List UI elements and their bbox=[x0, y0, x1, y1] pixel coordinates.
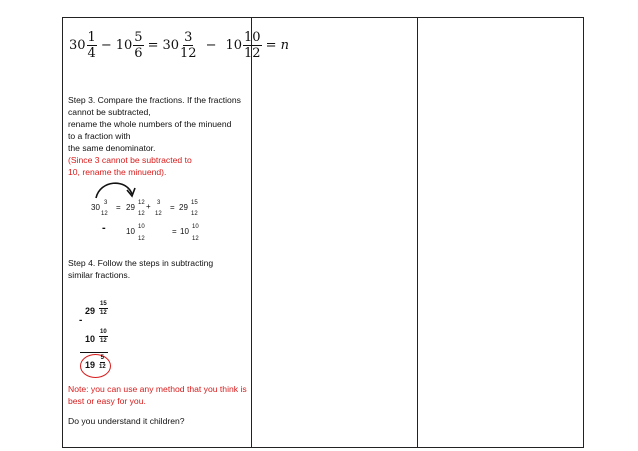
method-note bbox=[68, 383, 247, 407]
step3-line: the same denominator. bbox=[68, 143, 156, 153]
note-line: best or easy for you. bbox=[68, 396, 146, 406]
step3-line: to a fraction with bbox=[68, 131, 131, 141]
rename-whole-30: 30 bbox=[91, 203, 100, 212]
step4-line: similar fractions. bbox=[68, 270, 131, 280]
vertical-fraction-10-12 bbox=[99, 329, 108, 344]
eq-denominator: 12 bbox=[180, 45, 197, 61]
rename-den-12: 12 bbox=[101, 211, 108, 217]
vertical-numerator: 10 bbox=[100, 329, 107, 335]
eq-fraction-5-6 bbox=[133, 31, 143, 60]
rename-num-3: 3 bbox=[104, 200, 108, 206]
step3-note-line: 10, rename the minuend). bbox=[68, 167, 167, 177]
eq-denominator: 4 bbox=[87, 45, 96, 61]
step3-paragraph bbox=[68, 94, 241, 178]
eq-equals: = bbox=[147, 37, 159, 53]
eq-numerator: 5 bbox=[134, 29, 143, 45]
rename-equals-3: = bbox=[172, 227, 177, 236]
rename-num-15: 15 bbox=[191, 200, 198, 206]
step4-paragraph bbox=[68, 257, 213, 281]
step3-line: cannot be subtracted, bbox=[68, 107, 151, 117]
rename-plus: + bbox=[146, 202, 151, 211]
rename-num-10b: 10 bbox=[192, 224, 199, 230]
eq-whole-30: 30 bbox=[69, 37, 86, 53]
vertical-numerator: 5 bbox=[100, 355, 105, 361]
vertical-numerator: 15 bbox=[100, 301, 107, 307]
eq-whole-30b: 30 bbox=[162, 37, 180, 53]
vertical-fraction-15-12 bbox=[99, 301, 108, 316]
rename-num-12: 12 bbox=[138, 200, 145, 206]
step3-line: rename the whole numbers of the minuend bbox=[68, 119, 232, 129]
closing-question: Do you understand it children? bbox=[68, 416, 185, 426]
rename-whole-29b: 29 bbox=[179, 203, 188, 212]
step3-note-line: (Since 3 cannot be subtracted to bbox=[68, 155, 192, 165]
vertical-minus: - bbox=[79, 315, 83, 326]
eq-numerator: 3 bbox=[184, 29, 193, 45]
rename-den-12: 12 bbox=[192, 236, 199, 242]
vertical-whole-19: 19 bbox=[85, 360, 96, 370]
eq-numerator: 10 bbox=[244, 29, 261, 45]
column-divider-1 bbox=[251, 18, 252, 447]
eq-fraction-3-12 bbox=[180, 31, 197, 60]
note-line: Note: you can use any method that you think is bbox=[68, 384, 247, 394]
vertical-fraction-5-12 bbox=[99, 355, 106, 370]
vertical-whole-10: 10 bbox=[85, 334, 96, 344]
eq-minus-2: − bbox=[205, 37, 217, 53]
vertical-whole-29: 29 bbox=[85, 306, 96, 316]
subtraction-line bbox=[80, 352, 108, 353]
step3-line: Step 3. Compare the fractions. If the fractions bbox=[68, 95, 241, 105]
column-divider-2 bbox=[417, 18, 418, 447]
eq-fraction-10-12 bbox=[243, 31, 262, 60]
rename-whole-10: 10 bbox=[126, 227, 135, 236]
eq-denominator: 12 bbox=[244, 45, 261, 61]
eq-whole-10: 10 bbox=[115, 37, 133, 53]
equation bbox=[69, 27, 289, 63]
rename-den-12: 12 bbox=[138, 211, 145, 217]
rename-minus: - bbox=[102, 222, 106, 234]
vertical-denominator: 12 bbox=[100, 310, 107, 316]
rename-den-12: 12 bbox=[138, 236, 145, 242]
vertical-denominator: 12 bbox=[100, 338, 107, 344]
eq-fraction-1-4 bbox=[87, 31, 97, 60]
rename-num-3b: 3 bbox=[157, 200, 161, 206]
rename-whole-29: 29 bbox=[126, 203, 135, 212]
eq-numerator: 1 bbox=[87, 29, 96, 45]
rename-num-10: 10 bbox=[138, 224, 145, 230]
vertical-denominator: 12 bbox=[99, 364, 106, 370]
rename-arrow-icon bbox=[90, 178, 140, 202]
eq-denominator: 6 bbox=[134, 45, 143, 61]
rename-whole-10b: 10 bbox=[180, 227, 189, 236]
eq-result: = n bbox=[265, 37, 289, 53]
rename-den-12: 12 bbox=[191, 211, 198, 217]
eq-minus: − bbox=[100, 37, 112, 53]
rename-den-12: 12 bbox=[155, 211, 162, 217]
step4-line: Step 4. Follow the steps in subtracting bbox=[68, 258, 214, 268]
rename-equals-2: = bbox=[170, 203, 175, 212]
eq-whole-10b: 10 bbox=[225, 37, 243, 53]
rename-equals-1: = bbox=[116, 203, 121, 212]
